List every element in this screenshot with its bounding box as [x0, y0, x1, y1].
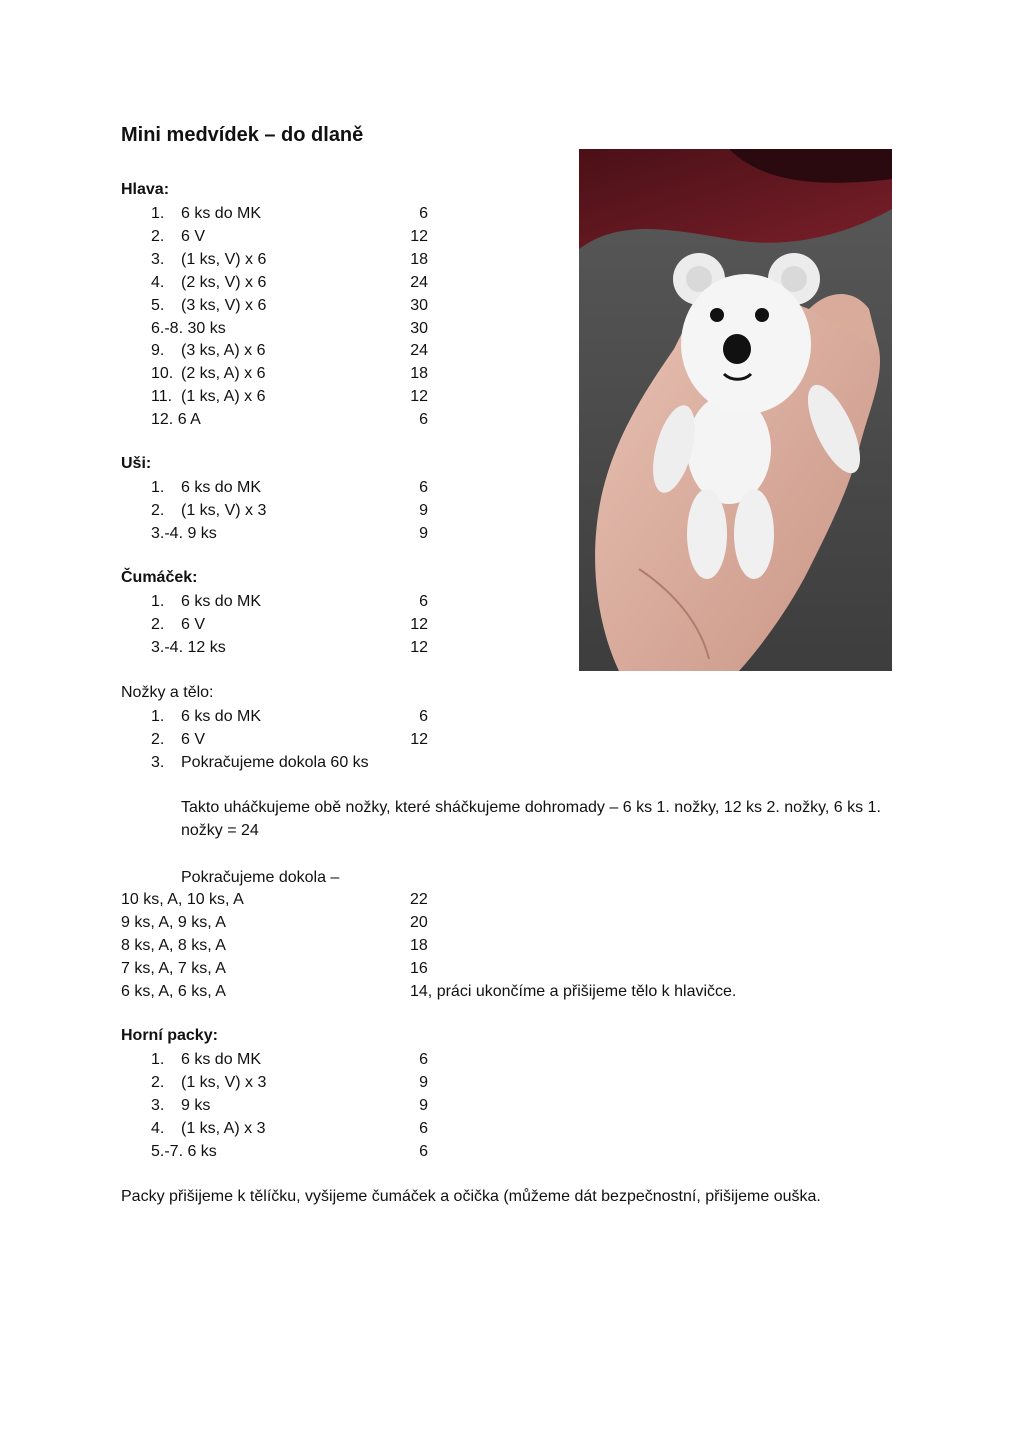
row-text: 9 ks, A, 9 ks, A	[121, 913, 226, 931]
list-item	[0, 889, 700, 911]
row-number: 3.	[151, 250, 165, 268]
row-count: 14, práci ukončíme a přišijeme tělo k hlavičce.	[410, 982, 737, 1000]
row-text: (1 ks, V) x 3	[181, 501, 267, 519]
nozky-paragraph: Takto uháčkujeme obě nožky, které sháčkujeme dohromady – 6 ks 1. nožky, 12 ks 2. nožky, 6 ks 1. nožky = 24	[181, 799, 881, 839]
section-heading-hlava: Hlava:	[121, 181, 170, 198]
row-text: 6 V	[181, 227, 206, 245]
nozky-continue-label: Pokračujeme dokola –	[181, 869, 340, 886]
row-text: (1 ks, A) x 3	[181, 1119, 266, 1137]
row-count: 18	[410, 365, 428, 383]
row-count: 12	[410, 388, 428, 406]
row-count: 6	[419, 205, 428, 222]
section-heading-usi: Uši:	[121, 455, 152, 472]
row-text: (2 ks, V) x 6	[181, 273, 267, 291]
row-count: 20	[410, 913, 428, 931]
row-number: 3.	[151, 753, 165, 771]
row-count: 6	[419, 1051, 428, 1068]
row-number: 3.	[151, 1096, 165, 1114]
row-number: 2.	[151, 1073, 165, 1091]
row-number: 1.	[151, 479, 165, 496]
row-text: 8 ks, A, 8 ks, A	[121, 936, 226, 954]
row-text: 6 ks do MK	[181, 1051, 262, 1068]
list-item	[0, 981, 737, 1003]
row-number: 2.	[151, 615, 165, 633]
row-text: (1 ks, V) x 3	[181, 1073, 267, 1091]
row-count: 6	[419, 1142, 428, 1160]
row-text: 6 ks do MK	[181, 479, 262, 496]
section-heading-cumacek: Čumáček:	[121, 569, 198, 586]
row-number: 4.	[151, 273, 165, 291]
row-number: 4.	[151, 1119, 165, 1137]
row-count: 22	[410, 891, 428, 908]
row-count: 6	[419, 593, 428, 610]
row-number: 10.	[151, 365, 174, 383]
list-item	[0, 1072, 700, 1094]
row-text: 3.-4. 12 ks	[151, 638, 226, 656]
page-title: Mini medvídek – do dlaně	[121, 124, 364, 146]
list-item	[0, 958, 700, 980]
row-text: 6 ks do MK	[181, 593, 262, 610]
row-count: 16	[410, 959, 428, 977]
row-count: 12	[410, 638, 428, 656]
row-count: 30	[410, 319, 428, 337]
row-count: 9	[419, 501, 428, 519]
row-number: 9.	[151, 342, 165, 360]
final-note: Packy přišijeme k tělíčku, vyšijeme čumáček a očička (můžeme dát bezpečnostní, přišijeme ouška.	[121, 1188, 821, 1205]
row-count: 12	[410, 615, 428, 633]
row-count: 6	[419, 1119, 428, 1137]
row-number: 2.	[151, 501, 165, 519]
row-count: 12	[410, 227, 428, 245]
list-item	[0, 1118, 700, 1140]
row-count: 9	[419, 1096, 428, 1114]
list-item	[0, 1095, 700, 1117]
row-text: 5.-7. 6 ks	[151, 1142, 217, 1160]
row-number: 1.	[151, 593, 165, 610]
row-count: 12	[410, 730, 428, 748]
row-text: 6 ks do MK	[181, 708, 262, 725]
row-number: 1.	[151, 1051, 165, 1068]
row-count: 9	[419, 1073, 428, 1091]
row-number: 2.	[151, 227, 165, 245]
list-item	[0, 706, 700, 728]
row-text: 6 ks do MK	[181, 205, 262, 222]
section-heading-packy: Horní packy:	[121, 1027, 218, 1044]
row-text: 7 ks, A, 7 ks, A	[121, 959, 226, 977]
row-count: 30	[410, 296, 428, 314]
row-text: 10 ks, A, 10 ks, A	[121, 891, 244, 908]
section-heading-nozky: Nožky a tělo:	[121, 684, 214, 701]
row-text: (2 ks, A) x 6	[181, 365, 266, 383]
row-count: 24	[410, 342, 428, 360]
row-count: 6	[419, 411, 428, 429]
list-item	[0, 1141, 700, 1163]
row-text: 6 ks, A, 6 ks, A	[121, 982, 226, 1000]
row-text: 3.-4. 9 ks	[151, 524, 217, 542]
row-number: 1.	[151, 205, 165, 222]
list-item	[0, 752, 700, 774]
row-number: 5.	[151, 296, 165, 314]
row-text: (1 ks, V) x 6	[181, 250, 267, 268]
row-number: 11.	[151, 388, 173, 406]
row-text: 6 V	[181, 615, 206, 633]
row-text: (3 ks, A) x 6	[181, 342, 266, 360]
list-item	[0, 1049, 700, 1071]
row-text: (3 ks, V) x 6	[181, 296, 267, 314]
row-text: 12. 6 A	[151, 411, 201, 429]
row-text: 9 ks	[181, 1096, 211, 1114]
row-text: Pokračujeme dokola 60 ks	[181, 753, 369, 771]
list-item	[0, 729, 700, 751]
row-number: 2.	[151, 730, 165, 748]
list-item	[0, 935, 700, 957]
list-item	[0, 912, 700, 934]
row-count: 6	[419, 708, 428, 725]
row-text: 6 V	[181, 730, 206, 748]
row-text: 6.-8. 30 ks	[151, 319, 226, 337]
row-count: 18	[410, 250, 428, 268]
row-text: (1 ks, A) x 6	[181, 388, 266, 406]
row-count: 24	[410, 273, 428, 291]
bear-photo	[579, 149, 892, 671]
row-number: 1.	[151, 708, 165, 725]
row-count: 6	[419, 479, 428, 496]
row-count: 9	[419, 524, 428, 542]
row-count: 18	[410, 936, 428, 954]
